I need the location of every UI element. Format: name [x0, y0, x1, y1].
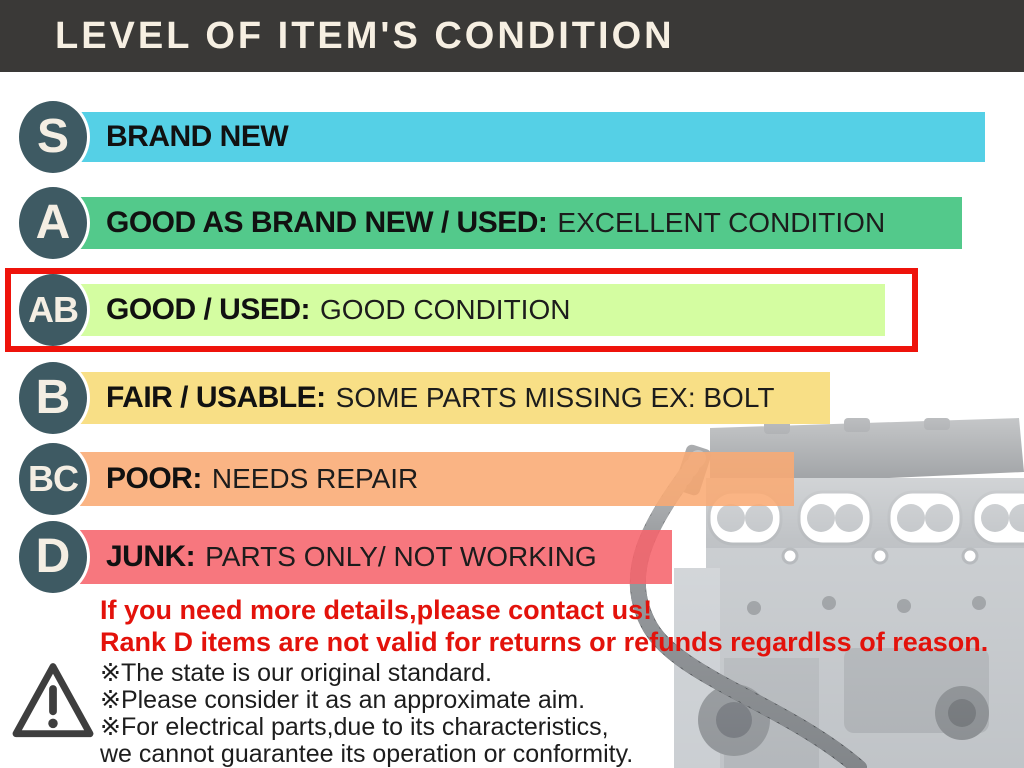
disclaimer-line-4: we cannot guarantee its operation or conformity. [100, 740, 634, 768]
grade-letter: A [35, 196, 71, 249]
condition-row-d [0, 530, 1024, 584]
condition-label-desc: SOME PARTS MISSING EX: BOLT [335, 382, 775, 413]
contact-notice-line-1: If you need more details,please contact us! [100, 595, 653, 625]
condition-row-a [0, 197, 1024, 249]
grade-badge-bc [16, 440, 90, 518]
grade-letter: AB [28, 289, 78, 330]
condition-bar-bc [80, 452, 794, 506]
disclaimer-line-2: ※Please consider it as an approximate aim. [100, 686, 586, 714]
condition-bar-a [80, 197, 962, 249]
grade-letter: B [35, 371, 71, 424]
condition-row-s [0, 112, 1024, 162]
condition-label-desc: GOOD CONDITION [320, 294, 571, 325]
contact-notice [100, 594, 988, 658]
grade-badge-s [16, 98, 90, 176]
condition-label-bold: GOOD / USED: [106, 293, 311, 326]
disclaimer-text [100, 660, 633, 768]
condition-label-bold: GOOD AS BRAND NEW / USED: [106, 206, 548, 239]
condition-row-b [0, 372, 1024, 424]
grade-badge-b [16, 359, 90, 437]
condition-bar-b [80, 372, 830, 424]
condition-label-bold: FAIR / USABLE: [106, 381, 326, 414]
condition-label-desc: NEEDS REPAIR [211, 463, 419, 494]
condition-bar-s [80, 112, 985, 162]
grade-letter: S [36, 110, 69, 163]
grade-badge-a [16, 184, 90, 262]
disclaimer-line-3: ※For electrical parts,due to its characteristics, [100, 713, 609, 741]
grade-letter: D [35, 530, 71, 583]
condition-bar-d [80, 530, 672, 584]
condition-label-bold: POOR: [106, 462, 202, 495]
grade-badge-d [16, 518, 90, 596]
condition-row-bc [0, 452, 1024, 506]
header-bar [0, 0, 1024, 72]
disclaimer-line-1: ※The state is our original standard. [100, 659, 492, 687]
condition-label-desc: PARTS ONLY/ NOT WORKING [205, 541, 597, 572]
condition-label-bold: JUNK: [106, 540, 196, 573]
highlight-box-ab [5, 268, 918, 352]
page-title: LEVEL OF ITEM'S CONDITION [55, 14, 675, 57]
condition-label-desc: EXCELLENT CONDITION [557, 207, 886, 238]
contact-notice-line-2: Rank D items are not valid for returns or refunds regardlss of reason. [100, 627, 989, 657]
warning-triangle-icon [10, 658, 96, 744]
condition-label-bold: BRAND NEW [106, 120, 289, 153]
grade-letter: BC [28, 458, 78, 499]
